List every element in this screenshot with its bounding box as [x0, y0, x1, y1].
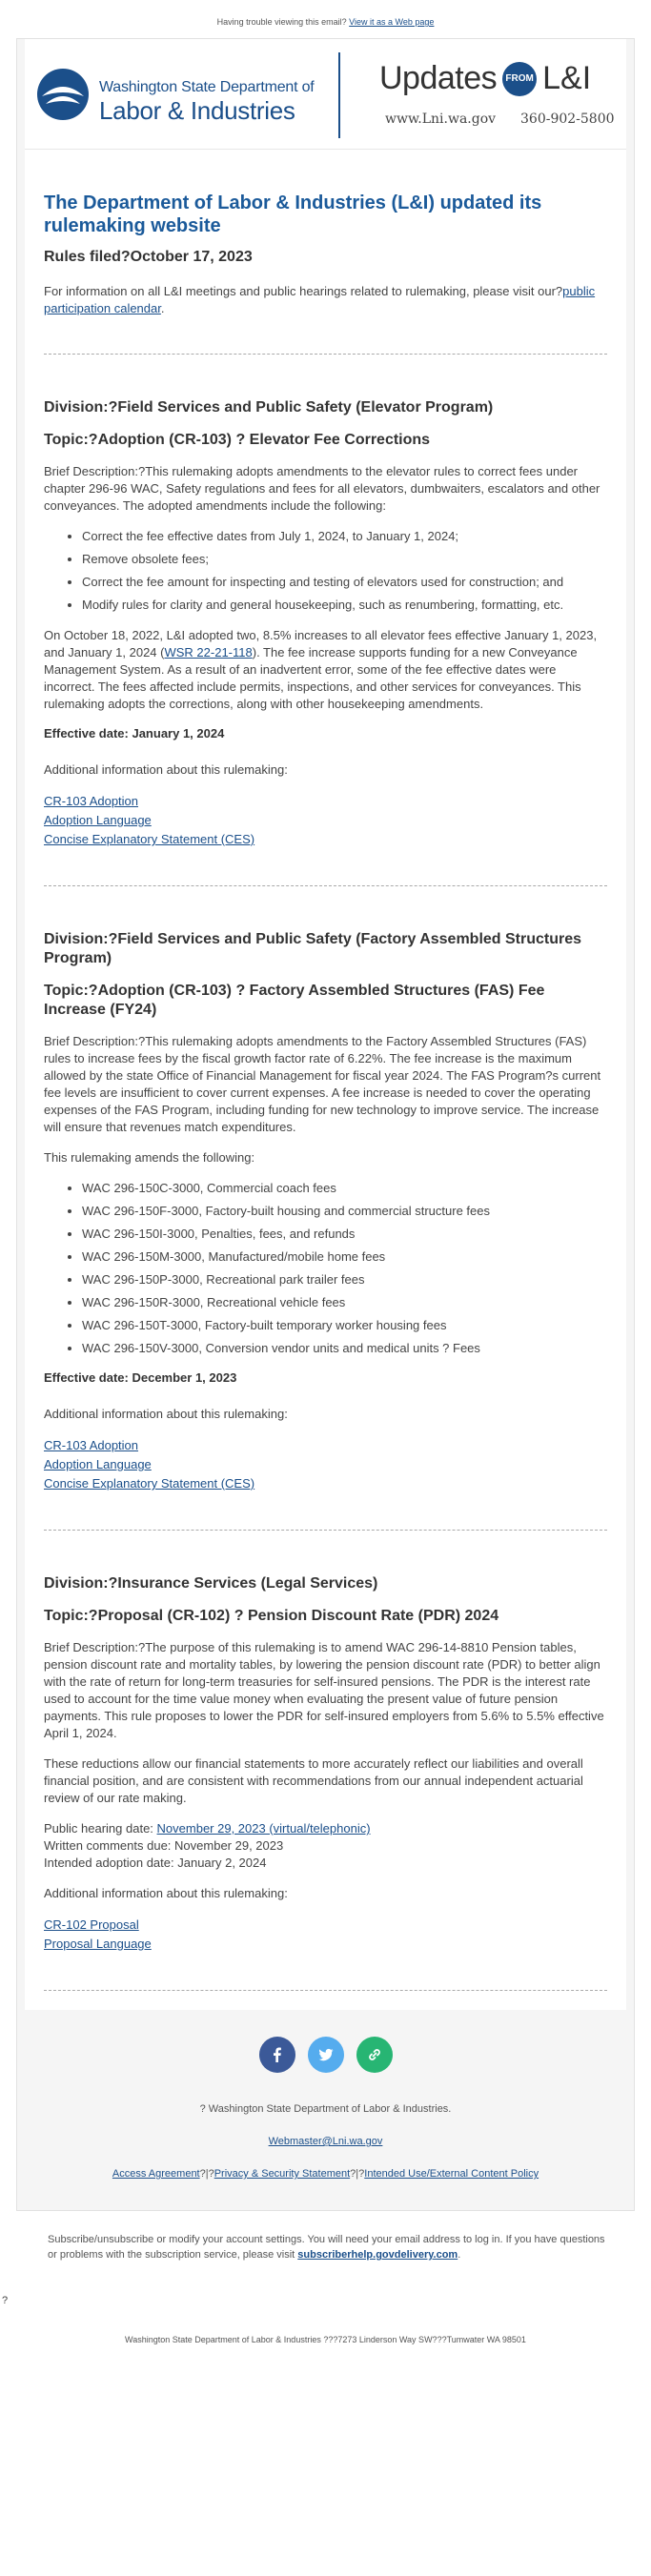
- brief-description: Brief Description:?The purpose of this rulemaking is to amend WAC 296-14-8810 Pension tables, pension discount rate and mortality tables, by lowering the pension discount rate (PDR) to better align with the rate of return for long-term treasuries for self-insured pensions. The PDR is the interest rate used to account for the time value money when evaluating the present value of future pension payments. This rule proposes to lower the PDR for self-insured employers from 5.6% to 5.5% effective April 1, 2024.: [44, 1640, 604, 1740]
- top-notice: [0, 0, 651, 38]
- updates-word: Updates: [379, 60, 498, 96]
- rules-filed-date: Rules filed?October 17, 2023: [44, 249, 253, 265]
- topic-heading: Topic:?Adoption (CR-103) ? Elevator Fee Corrections: [44, 432, 431, 448]
- additional-info-label: Additional information about this rulemaking:: [44, 762, 288, 777]
- list-item: • WAC 296-150R-3000, Recreational vehicle fees: [82, 1294, 607, 1311]
- list-item: • WAC 296-150T-3000, Factory-built temporary worker housing fees: [82, 1317, 607, 1334]
- section-divider: [44, 354, 607, 355]
- rulemaking-links: [44, 792, 607, 849]
- topic-heading: Topic:?Proposal (CR-102) ? Pension Discount Rate (PDR) 2024: [44, 1608, 499, 1624]
- list-item: • WAC 296-150F-3000, Factory-built housing and commercial structure fees: [82, 1203, 607, 1220]
- list-item: • WAC 296-150V-3000, Conversion vendor units and medical units ? Fees: [82, 1340, 607, 1357]
- twitter-icon[interactable]: [308, 2037, 344, 2073]
- view-web-page-link[interactable]: View it as a Web page: [349, 17, 435, 27]
- proposal-language-link[interactable]: Proposal Language: [44, 1937, 152, 1951]
- header-divider: [338, 52, 340, 138]
- subscriber-help-link[interactable]: subscriberhelp.govdelivery.com: [297, 2249, 458, 2261]
- social-links: [25, 2037, 626, 2073]
- trouble-text: Having trouble viewing this email?: [216, 17, 347, 27]
- hearing-label: Public hearing date:: [44, 1821, 157, 1836]
- subscribe-suffix: .: [458, 2249, 461, 2261]
- wsr-link[interactable]: WSR 22-21-118: [164, 645, 253, 659]
- hearing-details: [44, 1820, 607, 1872]
- rulemaking-links: [44, 1436, 607, 1493]
- list-item: • WAC 296-150M-3000, Manufactured/mobile home fees: [82, 1248, 607, 1266]
- list-item: • WAC 296-150C-3000, Commercial coach fees: [82, 1180, 607, 1197]
- email-container: [16, 38, 635, 2211]
- rulemaking-links: [44, 1916, 607, 1954]
- page-title: The Department of Labor & Industries (L&I) updated its rulemaking website: [44, 193, 542, 236]
- background-paragraph: [44, 627, 607, 713]
- cr-102-proposal-link[interactable]: CR-102 Proposal: [44, 1917, 139, 1932]
- adoption-language-link[interactable]: Adoption Language: [44, 1457, 152, 1471]
- brief-description: Brief Description:?This rulemaking adopts amendments to the Factory Assembled Structures (FAS) rules to increase fees by the fiscal growth factor rate of 6.22%. The fee increase is the maximum allowed by the state Office of Financial Management for fiscal year 2024. The FAS Program?s current fee levels are insufficient to cover current expenses. A fee increase is needed to cover the operating expenses of the FAS Program, including funding for new technology to improve service. The increase will ensure that revenues match expenditures.: [44, 1034, 601, 1134]
- list-item: • Modify rules for clarity and general housekeeping, such as renumbering, formatting, etc.: [82, 597, 607, 614]
- email-footer: [25, 2010, 626, 2201]
- intro-suffix: .: [160, 301, 165, 315]
- list-item: • Correct the fee amount for inspecting and testing of elevators used for construction; and: [82, 574, 607, 591]
- section-divider: [44, 885, 607, 886]
- lni-logo-icon: [36, 68, 90, 121]
- section-divider: [44, 1530, 607, 1531]
- list-item: • WAC 296-150I-3000, Penalties, fees, and refunds: [82, 1226, 607, 1243]
- footer-separator: ?|?: [350, 2168, 365, 2180]
- webmaster-email-link[interactable]: Webmaster@Lni.wa.gov: [268, 2136, 383, 2147]
- facebook-icon[interactable]: [259, 2037, 295, 2073]
- background-text-a: On October 18, 2022, L&I adopted two, 8.5% increases to all elevator fees effective January 1, 2023, and January 1, 2024 (: [44, 628, 598, 659]
- list-item: • WAC 296-150P-3000, Recreational park trailer fees: [82, 1271, 607, 1288]
- division-heading: Division:?Field Services and Public Safety (Elevator Program): [44, 399, 494, 416]
- wac-list: [44, 1180, 607, 1357]
- access-agreement-link[interactable]: Access Agreement: [112, 2168, 200, 2180]
- comments-due: Written comments due: November 29, 2023: [44, 1838, 284, 1853]
- footer-separator: ?|?: [199, 2168, 214, 2180]
- intro-text: For information on all L&I meetings and public hearings related to rulemaking, please visit our?: [44, 284, 563, 298]
- list-item: • Remove obsolete fees;: [82, 551, 607, 568]
- email-header: [25, 39, 626, 150]
- agency-name-line1: Washington State Department of: [99, 79, 315, 95]
- mailing-address: Washington State Department of Labor & Industries ???7273 Linderson Way SW???Tumwater WA 98501: [125, 2335, 526, 2344]
- stray-character: ?: [2, 2295, 9, 2306]
- section-divider: [44, 1990, 607, 1991]
- additional-info-label: Additional information about this rulemaking:: [44, 1407, 288, 1421]
- additional-info-label: Additional information about this rulemaking:: [44, 1886, 288, 1900]
- brief-description: Brief Description:?This rulemaking adopts amendments to the elevator rules to correct fees under chapter 296-96 WAC, Safety regulations and fees for all elevators, dumbwaiters, escalators and other conveyances. The adopted amendments include the following:: [44, 464, 600, 513]
- updates-from-lni: [379, 60, 591, 97]
- effective-date: Effective date: January 1, 2024: [44, 726, 225, 740]
- topic-heading: Topic:?Adoption (CR-103) ? Factory Assembled Structures (FAS) Fee Increase (FY24): [44, 983, 545, 1018]
- privacy-security-link[interactable]: Privacy & Security Statement: [214, 2168, 351, 2180]
- division-heading: Division:?Insurance Services (Legal Services): [44, 1575, 378, 1592]
- cr-103-adoption-link[interactable]: CR-103 Adoption: [44, 1438, 139, 1452]
- public-hearing-link[interactable]: November 29, 2023 (virtual/telephonic): [156, 1821, 371, 1836]
- intro-paragraph: [44, 283, 607, 317]
- ces-link[interactable]: Concise Explanatory Statement (CES): [44, 1476, 255, 1491]
- subscription-notice: [48, 2232, 610, 2262]
- adoption-language-link[interactable]: Adoption Language: [44, 813, 152, 827]
- cr-103-adoption-link[interactable]: CR-103 Adoption: [44, 794, 139, 808]
- list-item: • Correct the fee effective dates from July 1, 2024, to January 1, 2024;: [82, 528, 607, 545]
- financial-paragraph: These reductions allow our financial statements to more accurately reflect our liabilities and overall financial position, and are consistent with recommendations from our annual independent actuarial review of our rate making.: [44, 1756, 583, 1805]
- intended-use-link[interactable]: Intended Use/External Content Policy: [364, 2168, 539, 2180]
- footer-policy-links: [25, 2168, 626, 2180]
- ces-link[interactable]: Concise Explanatory Statement (CES): [44, 832, 255, 846]
- agency-name-line2: Labor & Industries: [99, 96, 295, 125]
- phone-number: 360-902-5800: [520, 112, 615, 127]
- amendments-list: [44, 528, 607, 614]
- background-text-b: ). The fee increase supports funding for a new Conveyance Management System. As a result of an inadvertent error, some of the fee effective dates were incorrect. The fees affected include permits, inspections, and other services for conveyances. This rulemaking adopts the corrections, along with other housekeeping amendments.: [44, 645, 581, 711]
- lni-word: L&I: [542, 60, 592, 96]
- email-content: [25, 150, 626, 2010]
- public-participation-calendar-link[interactable]: public participation calendar: [44, 284, 596, 315]
- effective-date: Effective date: December 1, 2023: [44, 1370, 237, 1385]
- website-address: www.Lni.wa.gov: [385, 112, 497, 127]
- division-heading: Division:?Field Services and Public Safety (Factory Assembled Structures Program): [44, 931, 582, 966]
- copyright-line: ? Washington State Department of Labor & Industries.: [199, 2103, 452, 2115]
- adoption-date: Intended adoption date: January 2, 2024: [44, 1856, 267, 1870]
- from-badge: FROM: [502, 62, 537, 96]
- subscribe-text: Subscribe/unsubscribe or modify your account settings. You will need your email address to log in. If you have questions or problems with the subscription service, please visit: [48, 2234, 605, 2261]
- share-link-icon[interactable]: [356, 2037, 393, 2073]
- amends-label: This rulemaking amends the following:: [44, 1150, 255, 1165]
